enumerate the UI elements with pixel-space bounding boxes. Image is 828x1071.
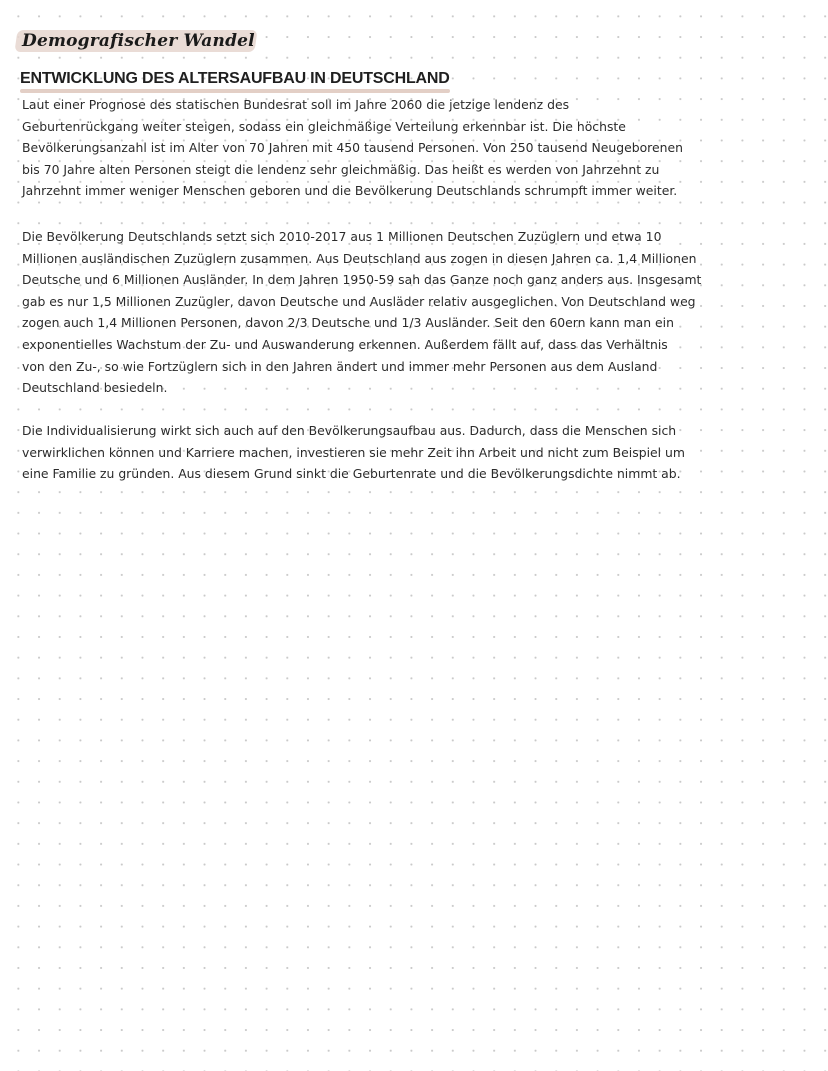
paragraph-age-structure (22, 94, 764, 202)
text-line: Laut einer Prognose des statischen Bundesrat soll im Jahre 2060 die jetzige lendenz des (22, 97, 570, 112)
paragraph-individualization (22, 420, 764, 485)
text-line: von den Zu-, so wie Fortzüglern sich in den Jahren ändert und immer mehr Personen aus dem Ausland (22, 358, 658, 374)
note-title: Demografischer Wandel (22, 31, 255, 51)
paragraph-migration (22, 226, 764, 399)
note-title-block (22, 24, 255, 58)
text-line: Millionen ausländischen Zuzüglern zusammen. Aus Deutschland aus zogen in diesen Jahren ca. 1,4 Millionen (22, 250, 697, 266)
text-line: Deutschland besiedeln. (22, 380, 168, 396)
text-line: Geburtenrückgang weiter steigen, sodass ein gleichmäßige Verteilung erkennbar ist. Die höchste (22, 118, 626, 134)
text-line: zogen auch 1,4 Millionen Personen, davon 2/3 Deutsche und 1/3 Ausländer. Seit den 60ern kann man ein (22, 315, 674, 331)
text-line: Die Individualisierung wirkt sich auch auf den Bevölkerungsaufbau aus. Dadurch, dass die Menschen sich (22, 423, 677, 438)
text-line: verwirklichen können und Karriere machen, investieren sie mehr Zeit ihn Arbeit und nicht zum Beispiel um (22, 444, 685, 460)
text-line: bis 70 Jahre alten Personen steigt die lendenz sehr gleichmäßig. Das heißt es werden von Jahrzehnt zu (22, 161, 660, 177)
text-line: Deutsche und 6 Millionen Ausländer. In dem Jahren 1950-59 sah das Ganze noch ganz anders aus. Insgesamt (22, 272, 702, 288)
text-line: gab es nur 1,5 Millionen Zuzügler, davon Deutsche und Ausläder relativ ausgeglichen. Von Deutschland weg (22, 293, 696, 309)
section-heading: ENTWICKLUNG DES ALTERSAUFBAU IN DEUTSCHLAND (20, 70, 450, 87)
text-line: Bevölkerungsanzahl ist im Alter von 70 Jahren mit 450 tausend Personen. Von 250 tausend Neugeborenen (22, 140, 683, 156)
text-line: Jahrzehnt immer weniger Menschen geboren und die Bevölkerung Deutschlands schrumpft immer weiter. (22, 183, 678, 199)
text-line: Die Bevölkerung Deutschlands setzt sich 2010-2017 aus 1 Millionen Deutschen Zuzüglern und etwa 10 (22, 229, 662, 244)
text-line: exponentielles Wachstum der Zu- und Auswanderung erkennen. Außerdem fällt auf, dass das Verhältnis (22, 336, 668, 352)
text-line: eine Familie zu gründen. Aus diesem Grund sinkt die Geburtenrate und die Bevölkerungsdichte nimmt ab. (22, 466, 681, 482)
